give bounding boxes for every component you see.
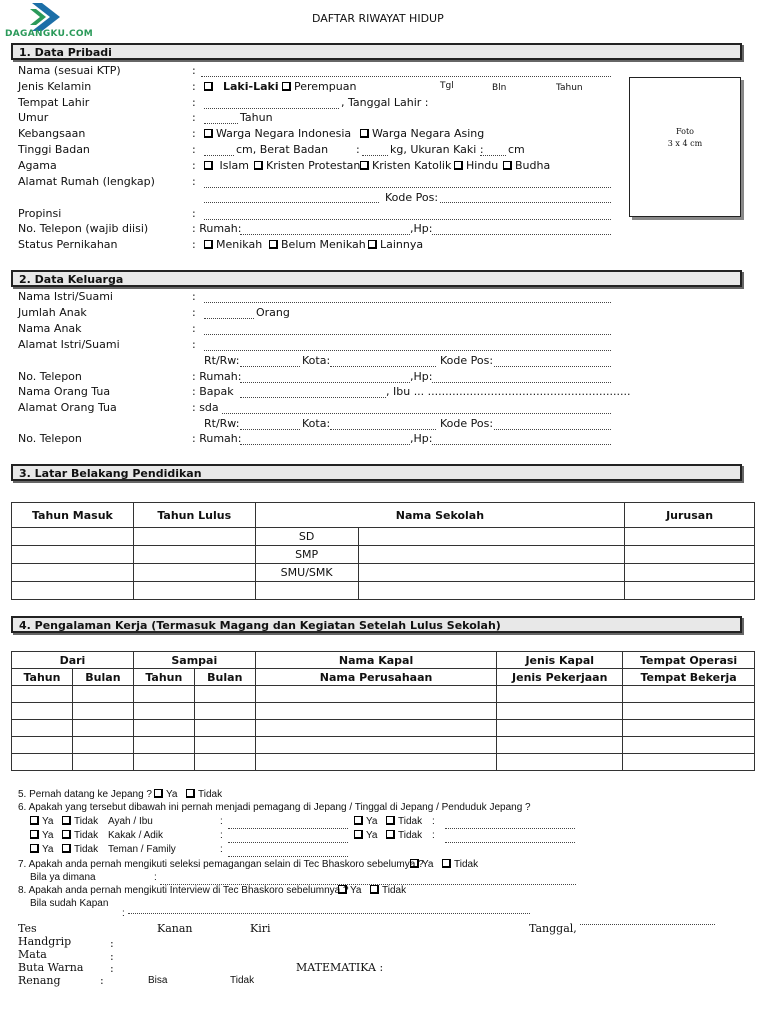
label-bila-kapan: Bila sudah Kapan [30,898,109,909]
question-7: 7. Apakah anda pernah mengikuti seleksi pemagangan selain di Tec Bhaskoro sebelumya ? [18,859,424,870]
q7-tidak[interactable]: Tidak [442,859,478,871]
col-tahun-lulus: Tahun Lulus [133,503,255,528]
table-cell[interactable] [194,686,255,703]
label-telepon: No. Telepon (wajib diisi) [18,222,149,235]
logo [2,0,94,40]
q6-r-ya-2[interactable]: Ya [354,830,378,842]
col-tahun: Tahun [133,669,194,686]
colon: : [192,159,196,172]
checkbox-icon [62,830,71,839]
table-cell[interactable] [194,703,255,720]
label-istri: Nama Istri/Suami [18,290,113,303]
col-tahun: Tahun [12,669,73,686]
label-jenis-kelamin: Jenis Kelamin [18,80,92,93]
q6-teman-ya[interactable]: Ya [30,844,54,856]
label-hp-2: ,Hp: [410,370,433,383]
colon: : [192,127,196,140]
colon: : [154,872,157,883]
checkbox-icon [30,844,39,853]
label-nama-anak: Nama Anak [18,322,82,335]
colon: : [192,338,196,351]
table-cell[interactable] [623,686,755,703]
label-bln: Bln [492,83,507,93]
col-tahun-masuk: Tahun Masuk [12,503,134,528]
colon: : [356,143,360,156]
option-katolik[interactable]: Kristen Katolik [360,159,451,172]
table-cell[interactable] [497,720,623,737]
table-cell[interactable] [12,703,73,720]
label-renang: Renang [18,974,61,987]
field-r-1[interactable] [445,828,575,829]
q6-kakak-tidak[interactable]: Tidak [62,830,98,842]
col-tempat-operasi: Tempat Operasi [623,652,755,669]
checkbox-icon [204,82,213,91]
colon: : [110,962,114,975]
table-cell[interactable] [72,686,133,703]
field-tanggal[interactable] [580,924,715,925]
q6-ayah-ya[interactable]: Ya [30,816,54,828]
label-rtrw-2: Rt/Rw: [204,417,240,430]
option-belum-menikah[interactable]: Belum Menikah [269,238,366,251]
col-bulan: Bulan [194,669,255,686]
colon: : [192,96,196,109]
section-1-title: 1. Data Pribadi [19,46,112,59]
field-ayah[interactable] [228,828,348,829]
table-cell[interactable] [358,564,625,582]
label-telepon-2: No. Telepon [18,370,82,383]
table-cell[interactable] [133,703,194,720]
checkbox-icon [30,816,39,825]
field-umur[interactable] [204,123,238,124]
table-cell[interactable] [194,720,255,737]
table-cell[interactable] [255,703,497,720]
table-cell[interactable] [497,703,623,720]
field-kode-pos-2[interactable] [494,366,611,367]
checkbox-icon [368,240,377,249]
q7-ya[interactable]: Ya [410,859,434,871]
option-wni[interactable]: Warga Negara Indonesia [204,127,351,140]
field-rtrw[interactable] [240,366,300,367]
table-cell[interactable] [12,582,134,600]
label-buta-warna: Buta Warna [18,961,84,974]
table-cell[interactable] [194,754,255,771]
label-kanan: Kanan [157,922,193,935]
checkbox-icon [254,161,263,170]
field-teman[interactable] [228,856,348,857]
table-cell[interactable] [255,686,497,703]
label-rumah-2: : Rumah: [192,370,242,383]
label-tanggal-lahir: , Tanggal Lahir : [341,96,429,109]
table-cell[interactable] [72,754,133,771]
field-berat[interactable] [362,155,388,156]
option-hindu[interactable]: Hindu [454,159,498,172]
checkbox-icon [410,859,419,868]
col-jenis-pekerjaan: Jenis Pekerjaan [497,669,623,686]
label-kode-pos: Kode Pos: [385,191,439,204]
label-telepon-3: No. Telepon [18,432,82,445]
label-kode-pos-3: Kode Pos: [440,417,494,430]
checkbox-icon [269,240,278,249]
page-title: DAFTAR RIWAYAT HIDUP [312,12,444,25]
checkbox-icon [154,789,163,798]
field-kota[interactable] [330,366,436,367]
checkbox-icon [360,161,369,170]
table-cell[interactable] [133,564,255,582]
colon: : [192,80,196,93]
option-wna[interactable]: Warga Negara Asing [360,127,484,140]
col-bulan: Bulan [72,669,133,686]
table-cell[interactable] [133,754,194,771]
colon: : [220,816,223,827]
label-ibu: , Ibu ... .......................................................... [386,385,631,398]
table-cell[interactable] [255,720,497,737]
field-tempat-lahir[interactable] [204,108,339,109]
field-bapak[interactable] [240,397,386,398]
checkbox-icon [370,885,379,894]
field-propinsi[interactable] [204,219,611,220]
field-rtrw-2[interactable] [240,429,300,430]
table-cell[interactable] [133,720,194,737]
colon: : [100,974,104,987]
colon: : [220,844,223,855]
table-cell[interactable] [497,686,623,703]
label-mata: Mata [18,948,47,961]
col-jurusan: Jurusan [625,503,755,528]
checkbox-icon [204,129,213,138]
label-tgl: Tgl [440,81,454,91]
q6-r-ya-1[interactable]: Ya [354,816,378,828]
field-ukuran-kaki[interactable] [480,155,506,156]
logo-text: DAGANGKU.COM [5,29,94,39]
question-6: 6. Apakah yang tersebut dibawah ini pernah menjadi pemagang di Jepang / Tinggal di Jepang / Penduduk Jepang ? [18,802,531,813]
label-agama: Agama [18,159,57,172]
label-bapak: : Bapak [192,385,234,398]
label-sda: : sda [192,401,219,414]
table-cell[interactable] [625,528,755,546]
table-cell[interactable] [358,546,625,564]
education-table [11,502,755,600]
q8-tidak[interactable]: Tidak [370,885,406,897]
option-perempuan[interactable]: Perempuan [282,80,356,93]
checkbox-icon [354,816,363,825]
option-laki[interactable]: Laki-Laki [204,80,279,93]
table-cell[interactable] [133,546,255,564]
table-cell[interactable] [255,737,497,754]
option-budha[interactable]: Budha [503,159,550,172]
section-2-title: 2. Data Keluarga [19,273,124,286]
col-dari: Dari [12,652,134,669]
option-tidak-renang[interactable]: Tidak [230,975,255,986]
table-cell[interactable] [72,703,133,720]
level-blank [255,582,358,600]
photo-size: 3 x 4 cm [667,139,703,148]
checkbox-icon [30,830,39,839]
field-alamat-1[interactable] [204,187,611,188]
table-cell[interactable] [255,754,497,771]
level-smp: SMP [255,546,358,564]
colon: : [192,175,196,188]
checkbox-icon [338,885,347,894]
colon: : [192,207,196,220]
checkbox-icon [282,82,291,91]
label-kiri: Kiri [250,922,271,935]
field-telp-rumah[interactable] [240,234,410,235]
table-cell[interactable] [623,703,755,720]
table-cell[interactable] [625,582,755,600]
label-orang: Orang [256,306,290,319]
table-cell[interactable] [133,582,255,600]
colon: : [192,238,196,251]
checkbox-icon [204,161,213,170]
label-alamat: Alamat Rumah (lengkap) [18,175,155,188]
field-hp-3[interactable] [432,444,611,445]
colon: : [192,143,196,156]
label-tes: Tes [18,922,37,935]
checkbox-icon [62,844,71,853]
label-cm-berat: cm, Berat Badan [236,143,329,156]
colon: : [432,816,435,827]
field-tinggi[interactable] [204,155,234,156]
field-kode-pos[interactable] [440,202,611,203]
checkbox-icon [204,240,213,249]
label-rtrw: Rt/Rw: [204,354,240,367]
field-hp[interactable] [432,234,611,235]
colon: : [192,306,196,319]
label-bila-dimana: Bila ya dimana [30,872,96,883]
table-cell[interactable] [12,528,134,546]
section-4-header [11,616,742,633]
table-cell[interactable] [623,754,755,771]
colon: : [192,64,196,77]
field-alamat-ortu[interactable] [222,413,611,414]
colon: : [220,830,223,841]
table-cell[interactable] [133,528,255,546]
field-kode-pos-3[interactable] [494,429,611,430]
checkbox-icon [386,830,395,839]
field-r-2[interactable] [445,842,575,843]
table-cell[interactable] [12,754,73,771]
section-3-title: 3. Latar Belakang Pendidikan [19,467,202,480]
checkbox-icon [360,129,369,138]
table-cell[interactable] [623,737,755,754]
checkbox-icon [442,859,451,868]
field-alamat-2[interactable] [204,202,379,203]
label-ayah: Ayah / Ibu [108,816,153,827]
level-smu: SMU/SMK [255,564,358,582]
table-cell[interactable] [72,720,133,737]
col-tempat-bekerja: Tempat Bekerja [623,669,755,686]
table-cell[interactable] [194,737,255,754]
label-kg-ukuran: kg, Ukuran Kaki : [390,143,484,156]
field-bila-kapan[interactable] [128,913,530,914]
label-tempat-lahir: Tempat Lahir [18,96,90,109]
q6-kakak-ya[interactable]: Ya [30,830,54,842]
label-teman: Teman / Family [108,844,176,855]
label-nama: Nama (sesuai KTP) [18,64,121,77]
col-nama-perusahaan: Nama Perusahaan [255,669,497,686]
label-kebangsaan: Kebangsaan [18,127,86,140]
label-tanggal: Tanggal, [529,922,577,935]
table-cell[interactable] [358,528,625,546]
checkbox-icon [454,161,463,170]
table-cell[interactable] [133,737,194,754]
table-cell[interactable] [625,546,755,564]
label-tinggi: Tinggi Badan [18,143,90,156]
q6-r-tidak-1[interactable]: Tidak [386,816,422,828]
colon: : [192,111,196,124]
label-orang-tua: Nama Orang Tua [18,385,111,398]
option-bisa[interactable]: Bisa [148,975,168,986]
label-kota: Kota: [302,354,331,367]
table-cell[interactable] [133,686,194,703]
checkbox-icon [354,830,363,839]
table-cell[interactable] [12,546,134,564]
option-lainnya[interactable]: Lainnya [368,238,423,251]
label-jumlah-anak: Jumlah Anak [18,306,87,319]
table-cell[interactable] [625,564,755,582]
field-telp-rumah-3[interactable] [240,444,410,445]
work-table [11,651,755,771]
label-handgrip: Handgrip [18,935,72,948]
q6-r-tidak-2[interactable]: Tidak [386,830,422,842]
label-rumah-3: : Rumah: [192,432,242,445]
label-umur: Umur [18,111,49,124]
q8-ya[interactable]: Ya [338,885,362,897]
label-cm: cm [508,143,525,156]
field-nama-anak[interactable] [204,334,611,335]
section-4-title: 4. Pengalaman Kerja (Termasuk Magang dan Kegiatan Setelah Lulus Sekolah) [19,619,501,632]
label-hp: ,Hp: [410,222,433,235]
section-3-header [11,464,742,481]
label-matematika: MATEMATIKA : [296,961,384,974]
table-cell[interactable] [358,582,625,600]
label-kota-2: Kota: [302,417,331,430]
q6-ayah-tidak[interactable]: Tidak [62,816,98,828]
col-nama-kapal: Nama Kapal [255,652,497,669]
label-umur-tahun: Tahun [240,111,273,124]
checkbox-icon [386,816,395,825]
field-telp-rumah-2[interactable] [240,382,410,383]
field-hp-2[interactable] [432,382,611,383]
table-cell[interactable] [72,737,133,754]
col-sampai: Sampai [133,652,255,669]
label-propinsi: Propinsi [18,207,62,220]
checkbox-icon [62,816,71,825]
level-sd: SD [255,528,358,546]
col-jenis-kapal: Jenis Kapal [497,652,623,669]
field-kota-2[interactable] [330,429,436,430]
label-kakak: Kakak / Adik [108,830,164,841]
q5-tidak[interactable]: Tidak [186,789,222,801]
field-istri[interactable] [204,302,611,303]
photo-box[interactable] [629,77,741,217]
table-cell[interactable] [497,737,623,754]
checkbox-icon [186,789,195,798]
col-nama-sekolah: Nama Sekolah [255,503,624,528]
section-2-header [11,270,742,287]
question-5: 5. Pernah datang ke Jepang ? [18,789,152,800]
field-alamat-istri[interactable] [204,350,611,351]
label-rumah: : Rumah: [192,222,242,235]
q6-teman-tidak[interactable]: Tidak [62,844,98,856]
checkbox-icon [503,161,512,170]
table-cell[interactable] [12,564,134,582]
label-alamat-istri: Alamat Istri/Suami [18,338,120,351]
table-cell[interactable] [12,737,73,754]
field-kakak[interactable] [228,842,348,843]
option-protestan[interactable]: Kristen Protestan [254,159,360,172]
option-menikah[interactable]: Menikah [204,238,262,251]
table-cell[interactable] [497,754,623,771]
label-kode-pos-2: Kode Pos: [440,354,494,367]
label-tahun: Tahun [556,83,583,93]
field-nama[interactable] [201,76,611,77]
table-cell[interactable] [623,720,755,737]
colon: : [110,950,114,963]
colon: : [110,937,114,950]
section-1-header [11,43,742,60]
question-8: 8. Apakah anda pernah mengikuti Interview di Tec Bhaskoro sebelumnya ? [18,885,349,896]
colon: : [122,908,125,919]
field-jumlah-anak[interactable] [204,318,254,319]
photo-label: Foto [676,127,694,136]
label-hp-3: ,Hp: [410,432,433,445]
table-cell[interactable] [12,720,73,737]
label-status: Status Pernikahan [18,238,118,251]
colon: : [192,322,196,335]
colon: : [192,290,196,303]
label-alamat-ortu: Alamat Orang Tua [18,401,117,414]
option-islam[interactable]: Islam [204,159,249,172]
colon: : [432,830,435,841]
table-cell[interactable] [12,686,73,703]
q5-ya[interactable]: Ya [154,789,178,801]
